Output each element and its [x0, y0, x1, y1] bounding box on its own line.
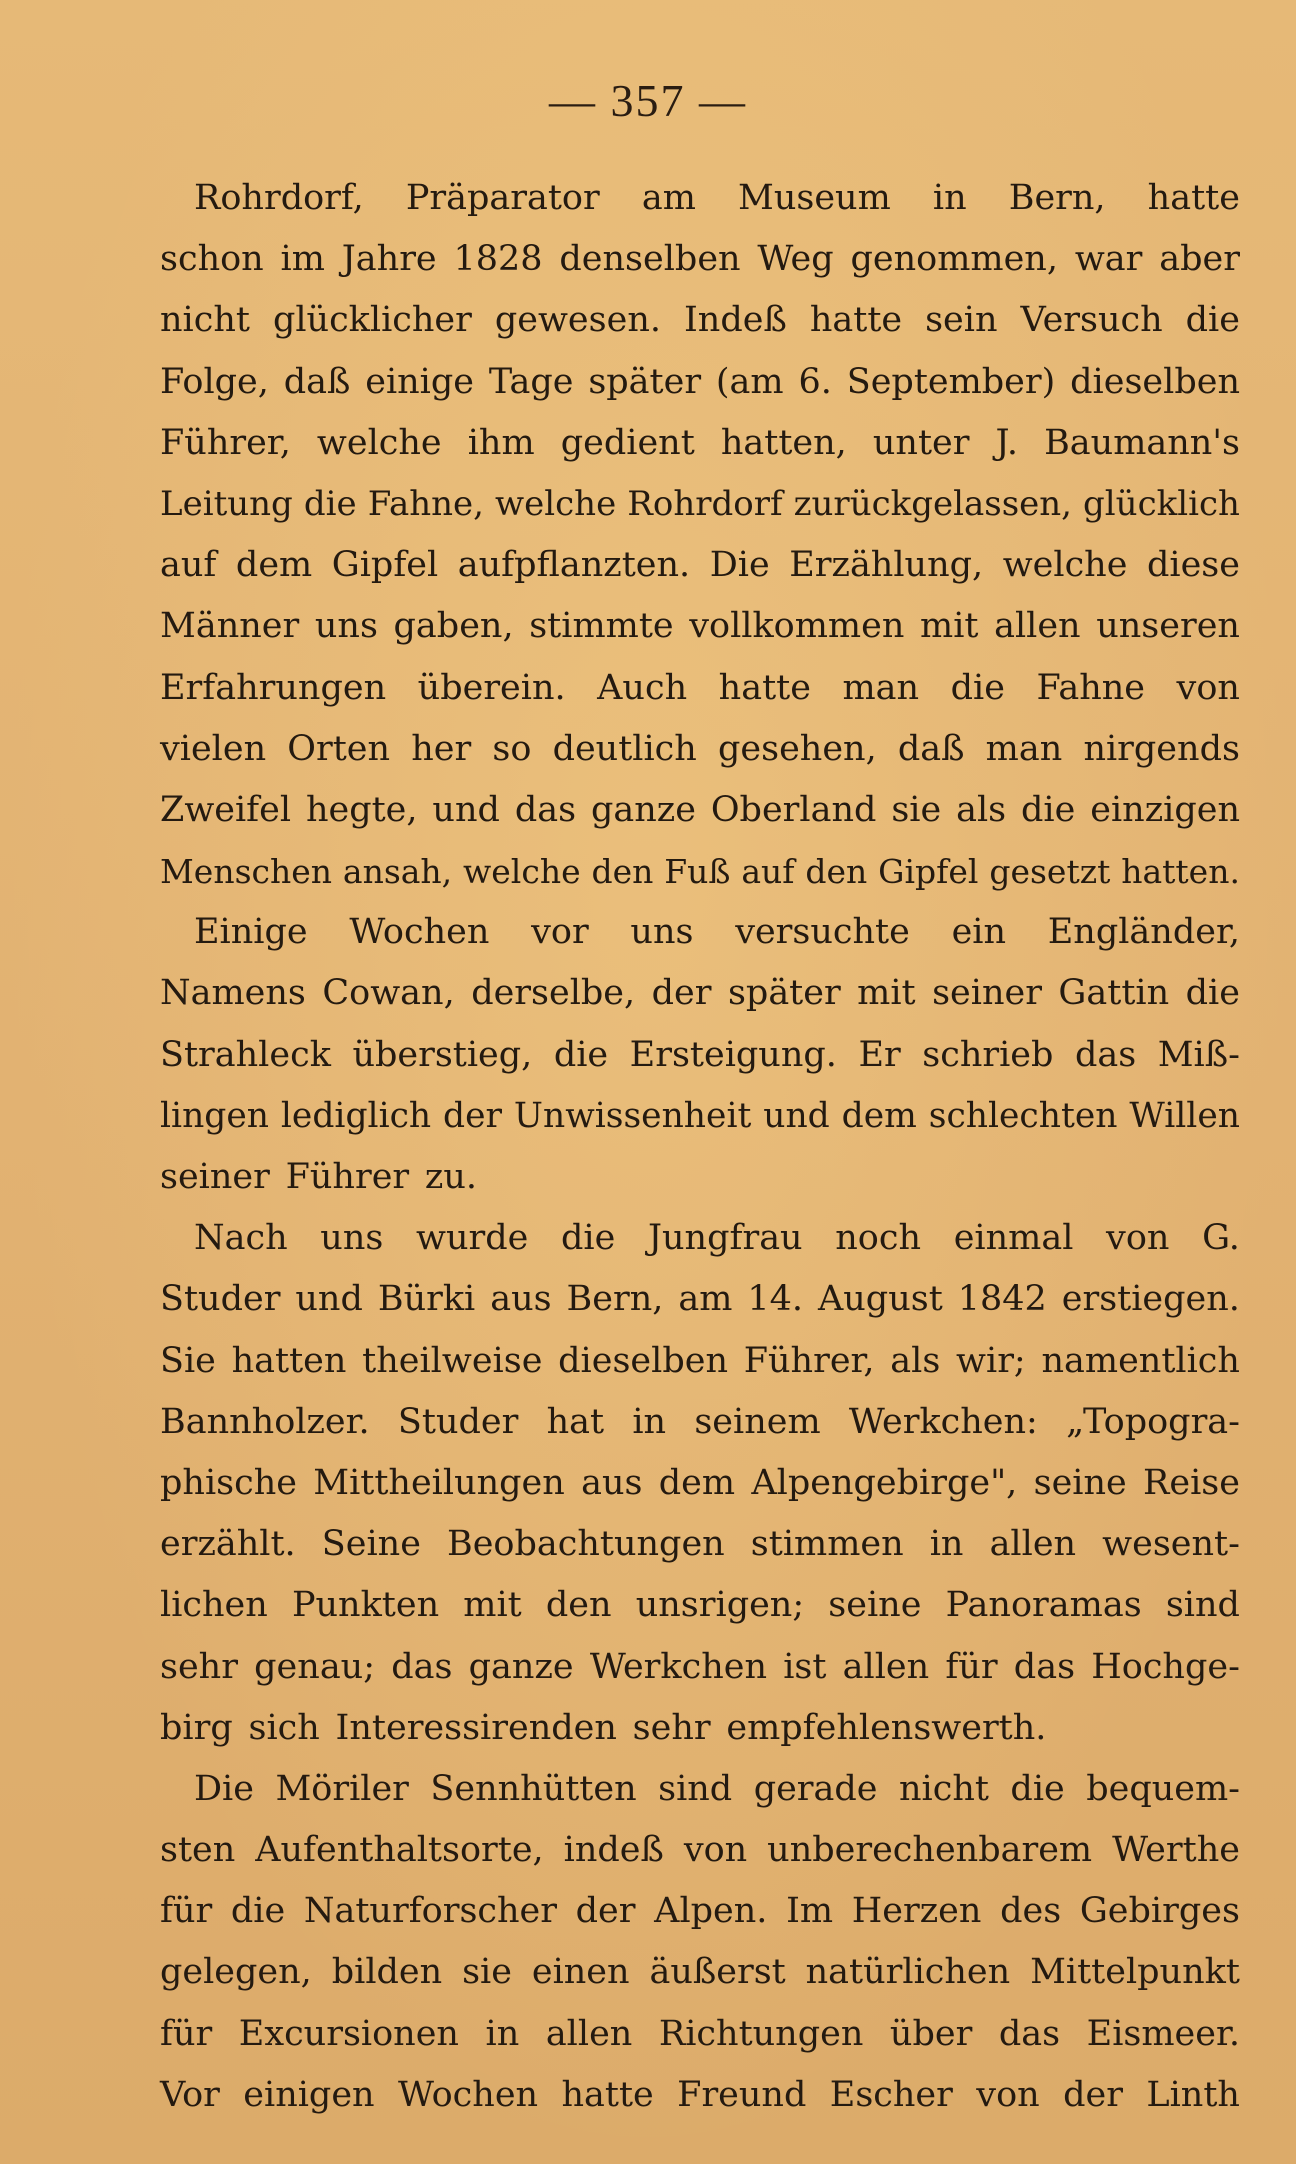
text-line — [160, 1820, 1240, 1881]
word: Fuß — [664, 852, 731, 892]
word: Bürki — [377, 1279, 476, 1320]
word: lingen — [160, 1095, 270, 1136]
word: hatte — [561, 2074, 654, 2115]
word: birg — [160, 1707, 233, 1748]
word: Richtungen — [658, 2013, 864, 2054]
word: nicht — [899, 1768, 989, 1809]
word: den — [805, 852, 868, 892]
word: Gipfel — [878, 852, 979, 892]
word: bequem- — [1086, 1768, 1240, 1809]
word: die — [230, 1891, 286, 1932]
word: in — [932, 178, 967, 218]
word: welche — [463, 852, 581, 892]
text-line — [160, 1086, 1240, 1147]
text-line — [160, 1331, 1240, 1392]
word: schlechten — [928, 1095, 1118, 1136]
word: dieselben — [1070, 361, 1240, 402]
word: Bern, — [566, 1279, 664, 1320]
word: gewesen. — [494, 300, 661, 341]
word: von — [1106, 1218, 1170, 1259]
word: Im — [786, 1891, 834, 1932]
word: Mittheilungen — [313, 1462, 565, 1503]
text-line — [160, 535, 1240, 596]
word: in — [929, 1524, 964, 1565]
word: aus — [581, 1462, 643, 1503]
word: den — [591, 852, 654, 892]
word: sein — [925, 300, 998, 341]
word: in — [485, 2013, 520, 2054]
word: Unwissenheit — [513, 1095, 752, 1136]
word: daß — [897, 728, 965, 769]
word: ist — [783, 1646, 827, 1687]
word: Bern, — [1008, 178, 1106, 218]
word: unter — [872, 422, 970, 463]
word: hat — [546, 1401, 605, 1442]
word: die — [561, 1218, 616, 1259]
word: hatten. — [1121, 852, 1240, 892]
word: überein. — [417, 667, 566, 708]
text-line — [160, 658, 1240, 719]
word: Werkchen: — [848, 1401, 1038, 1442]
word: für — [945, 1646, 998, 1687]
word: Jahre — [341, 239, 437, 280]
word: unsrigen; — [635, 1585, 805, 1626]
word: von — [683, 1830, 748, 1871]
word: dem — [658, 1462, 736, 1503]
word: später — [727, 973, 841, 1014]
word: der — [651, 973, 712, 1014]
word: von — [1176, 667, 1240, 708]
word: Alpengebirge", — [751, 1462, 1018, 1503]
text-line — [160, 1881, 1240, 1942]
word: Erfahrungen — [160, 667, 387, 708]
word: am — [678, 1279, 733, 1320]
word: noch — [835, 1218, 922, 1259]
word: Sie — [160, 1340, 216, 1381]
word: dieselben — [558, 1340, 728, 1381]
word: vollkommen — [689, 606, 905, 647]
word: Engländer, — [1047, 912, 1240, 953]
word: war — [1074, 239, 1143, 280]
word: äußerst — [649, 1952, 786, 1993]
word: Bannholzer. — [160, 1401, 370, 1442]
text-line — [160, 963, 1240, 1024]
word: Hochge- — [1091, 1646, 1240, 1687]
word: welche — [495, 483, 617, 524]
word: gesetzt — [989, 852, 1111, 892]
word: hatte — [1147, 178, 1240, 218]
word: der — [443, 1095, 503, 1136]
word: „Topogra- — [1066, 1401, 1240, 1442]
word: seine — [828, 1585, 922, 1626]
word: über — [889, 2013, 973, 2054]
word: Wochen — [398, 2074, 539, 2115]
word: bilden — [331, 1952, 443, 1993]
word: man — [842, 667, 920, 708]
word: die — [1185, 973, 1240, 1014]
word: Freund — [677, 2074, 807, 2115]
word: man — [985, 728, 1063, 769]
word: Strahleck — [160, 1034, 331, 1075]
word: die — [1010, 1768, 1065, 1809]
text-line — [160, 1514, 1240, 1575]
word: sie — [462, 1952, 512, 1993]
word: Die — [709, 545, 770, 586]
text-line — [160, 352, 1240, 413]
word: wurde — [416, 1218, 529, 1259]
word: Gipfel — [331, 545, 439, 586]
text-line — [160, 1942, 1240, 2003]
word: 14. — [747, 1279, 804, 1320]
word: hatten, — [720, 422, 847, 463]
word: Einige — [194, 912, 308, 953]
text-line — [160, 719, 1240, 780]
word: Jungfrau — [647, 1218, 803, 1259]
word: versuchte — [735, 912, 910, 953]
word: Eismeer. — [1086, 2013, 1240, 2054]
word: allen — [842, 1646, 930, 1687]
word: Excursionen — [238, 2013, 459, 2054]
word: ein — [951, 912, 1007, 953]
word: J. — [995, 422, 1018, 463]
word: Werthe — [1112, 1830, 1240, 1871]
text-line — [160, 902, 1240, 963]
word: Seine — [321, 1524, 421, 1565]
word: indeß — [563, 1830, 664, 1871]
text-line — [160, 474, 1240, 535]
word: allen — [989, 1524, 1077, 1565]
text-line — [160, 596, 1240, 657]
word: Die — [194, 1768, 254, 1809]
word: unberechenbarem — [767, 1830, 1093, 1871]
word: Miß- — [1157, 1034, 1240, 1075]
word: Fahne, — [367, 483, 484, 524]
word: sehr — [160, 1646, 238, 1687]
word: September) — [846, 361, 1056, 402]
word: Nach — [194, 1218, 288, 1259]
text-line — [160, 413, 1240, 474]
word: Vor — [160, 2074, 220, 2115]
word: das — [514, 789, 577, 830]
word: genommen, — [850, 239, 1058, 280]
word: 1828 — [453, 239, 543, 280]
word: auf — [160, 545, 217, 586]
text-line — [160, 1575, 1240, 1636]
word: seiner — [160, 1157, 270, 1197]
word: die — [950, 667, 1005, 708]
word: welche — [316, 422, 442, 463]
word: mit — [463, 1585, 522, 1626]
text-line — [160, 2065, 1240, 2126]
word: das — [998, 2013, 1061, 2054]
word: August — [817, 1279, 943, 1320]
word: und — [763, 1095, 830, 1136]
word: uns — [630, 912, 694, 953]
word: dem — [841, 1095, 917, 1136]
word: als — [890, 1340, 941, 1381]
word: Wochen — [349, 912, 490, 953]
word: die — [303, 483, 357, 524]
word: Aufenthaltsorte, — [255, 1830, 544, 1871]
word: sie — [891, 789, 942, 830]
word: seinem — [694, 1401, 821, 1442]
word: Baumann's — [1044, 422, 1240, 463]
word: Rohrdorf, — [194, 178, 364, 218]
word: Weg — [757, 239, 834, 280]
word: unseren — [1096, 606, 1240, 647]
word: sind — [658, 1768, 733, 1809]
word: der — [575, 1891, 636, 1932]
word: deutlich — [552, 728, 697, 769]
word: Rohrdorf — [627, 483, 783, 524]
body-text — [160, 168, 1240, 2126]
word: das — [1013, 1646, 1076, 1687]
word: erzählt. — [160, 1524, 296, 1565]
text-line — [160, 1392, 1240, 1453]
word: welche — [1002, 545, 1128, 586]
word: Auch — [597, 667, 688, 708]
word: seiner — [932, 973, 1042, 1014]
word: Sennhütten — [430, 1768, 637, 1809]
word: am — [641, 178, 696, 218]
word: nicht — [160, 300, 250, 341]
word: ansah, — [342, 852, 453, 892]
word: Männer — [160, 606, 300, 647]
word: Orten — [287, 728, 391, 769]
word: vor — [531, 912, 589, 953]
word: lichen — [160, 1585, 268, 1626]
word: einige — [365, 361, 474, 402]
word: einigen — [243, 2074, 375, 2115]
word: Folge, — [160, 361, 269, 402]
word: schrieb — [922, 1034, 1054, 1075]
word: einmal — [953, 1218, 1074, 1259]
word: erstiegen. — [1061, 1279, 1240, 1320]
word: Er — [858, 1034, 901, 1075]
word: uns — [314, 606, 378, 647]
word: Fahne — [1036, 667, 1146, 708]
word: Werkchen — [589, 1646, 767, 1687]
word: einen — [531, 1952, 630, 1993]
text-line — [160, 229, 1240, 290]
word: Studer — [397, 1401, 519, 1442]
word: für — [160, 1891, 213, 1932]
word: gesehen, — [717, 728, 877, 769]
word: Tage — [488, 361, 574, 402]
word: natürlichen — [805, 1952, 1011, 1993]
word: den — [545, 1585, 612, 1626]
word: Beobachtungen — [446, 1524, 725, 1565]
word: gerade — [753, 1768, 878, 1809]
word: in — [632, 1401, 667, 1442]
word: Mittelpunkt — [1030, 1952, 1240, 1993]
word: Studer — [160, 1279, 281, 1320]
word: gedient — [560, 422, 695, 463]
word: Gattin — [1058, 973, 1170, 1014]
word: ganze — [468, 1646, 574, 1687]
word: hegte, — [305, 789, 418, 830]
text-line — [160, 1759, 1240, 1820]
word: Führer, — [743, 1340, 875, 1381]
word: Ersteigung. — [629, 1034, 837, 1075]
text-line — [160, 1698, 1240, 1759]
word: hatte — [809, 300, 903, 341]
word: wesent- — [1102, 1524, 1240, 1565]
word: auf — [741, 852, 795, 892]
word: wir; — [956, 1340, 1026, 1381]
word: aber — [1159, 239, 1240, 280]
word: stimmte — [529, 606, 674, 647]
word: vielen — [160, 728, 267, 769]
word: mit — [920, 606, 979, 647]
word: zu. — [424, 1157, 478, 1197]
word: Reise — [1143, 1462, 1240, 1503]
word: später — [588, 361, 702, 402]
word: empfehlenswerth. — [726, 1707, 1047, 1748]
word: gaben, — [393, 606, 514, 647]
word: Herzen — [851, 1891, 982, 1932]
word: des — [1000, 1891, 1062, 1932]
word: derselbe, — [471, 973, 636, 1014]
text-line — [160, 1025, 1240, 1086]
word: genau; — [254, 1646, 376, 1687]
word: für — [160, 2013, 213, 2054]
word: hatten — [231, 1340, 347, 1381]
text-line — [160, 2004, 1240, 2065]
word: Versuch — [1020, 300, 1163, 341]
word: her — [411, 728, 472, 769]
word: Linth — [1146, 2074, 1240, 2115]
word: aus — [490, 1279, 552, 1320]
word: sten — [160, 1830, 236, 1871]
word: ihm — [467, 422, 535, 463]
word: überstieg, — [352, 1034, 533, 1075]
word: hatte — [718, 667, 811, 708]
word: uns — [320, 1218, 384, 1259]
word: daß — [283, 361, 351, 402]
word: namentlich — [1041, 1340, 1240, 1381]
word: Escher — [829, 2074, 953, 2115]
word: Gebirges — [1079, 1891, 1240, 1932]
word: (am — [715, 361, 784, 402]
word: Oberland — [710, 789, 877, 830]
text-line — [160, 780, 1240, 841]
word: Menschen — [160, 852, 333, 892]
word: schon — [160, 239, 264, 280]
word: phische — [160, 1462, 297, 1503]
word: im — [280, 239, 325, 280]
page-number: — 357 — — [549, 75, 747, 126]
word: Punkten — [291, 1585, 440, 1626]
word: allen — [545, 2013, 633, 2054]
word: Leitung — [160, 483, 293, 524]
word: dem — [235, 545, 313, 586]
word: Naturforscher — [303, 1891, 557, 1932]
word: glücklich — [1083, 483, 1240, 524]
word: Willen — [1129, 1095, 1240, 1136]
word: nirgends — [1083, 728, 1240, 769]
word: Museum — [737, 178, 891, 218]
text-line — [160, 1453, 1240, 1514]
word: Interessirenden — [335, 1707, 617, 1748]
word: Cowan, — [322, 973, 455, 1014]
word: allen — [994, 606, 1081, 647]
text-line — [160, 1269, 1240, 1330]
word: 6. — [798, 361, 832, 402]
word: zurückgelassen, — [793, 483, 1072, 524]
text-line — [160, 1208, 1240, 1269]
word: von — [976, 2074, 1040, 2115]
word: diese — [1146, 545, 1240, 586]
word: einzigen — [1090, 789, 1240, 830]
word: denselben — [559, 239, 741, 280]
word: 1842 — [957, 1279, 1047, 1320]
word: Panoramas — [945, 1585, 1142, 1626]
word: glücklicher — [272, 300, 472, 341]
word: die — [1185, 300, 1240, 341]
word: Erzählung, — [789, 545, 984, 586]
word: Führer, — [160, 422, 291, 463]
word: ganze — [590, 789, 696, 830]
text-line — [160, 1147, 1240, 1208]
word: und — [432, 789, 500, 830]
word: mit — [857, 973, 916, 1014]
word: und — [295, 1279, 363, 1320]
word: sehr — [632, 1707, 711, 1748]
word: so — [492, 728, 532, 769]
word: aufpflanzten. — [457, 545, 691, 586]
word: das — [1074, 1034, 1137, 1075]
word: Zweifel — [160, 789, 292, 830]
word: Führer — [285, 1157, 410, 1197]
word: die — [553, 1034, 609, 1075]
word: lediglich — [280, 1095, 432, 1136]
word: Alpen. — [654, 1891, 768, 1932]
word: sind — [1165, 1585, 1240, 1626]
word: gelegen, — [160, 1952, 312, 1993]
word: der — [1063, 2074, 1123, 2115]
word: als — [956, 789, 1007, 830]
word: Indeß — [683, 300, 787, 341]
word: seine — [1033, 1462, 1127, 1503]
text-line — [160, 168, 1240, 229]
word: sich — [248, 1707, 320, 1748]
text-line — [160, 841, 1240, 902]
word: das — [391, 1646, 453, 1687]
word: die — [1021, 789, 1076, 830]
word: Präparator — [405, 178, 600, 218]
word: stimmen — [750, 1524, 904, 1565]
text-line — [160, 1637, 1240, 1698]
word: Namens — [160, 973, 306, 1014]
text-line — [160, 290, 1240, 351]
word: theilweise — [362, 1340, 543, 1381]
word: G. — [1202, 1218, 1240, 1259]
word: Möriler — [275, 1768, 409, 1809]
